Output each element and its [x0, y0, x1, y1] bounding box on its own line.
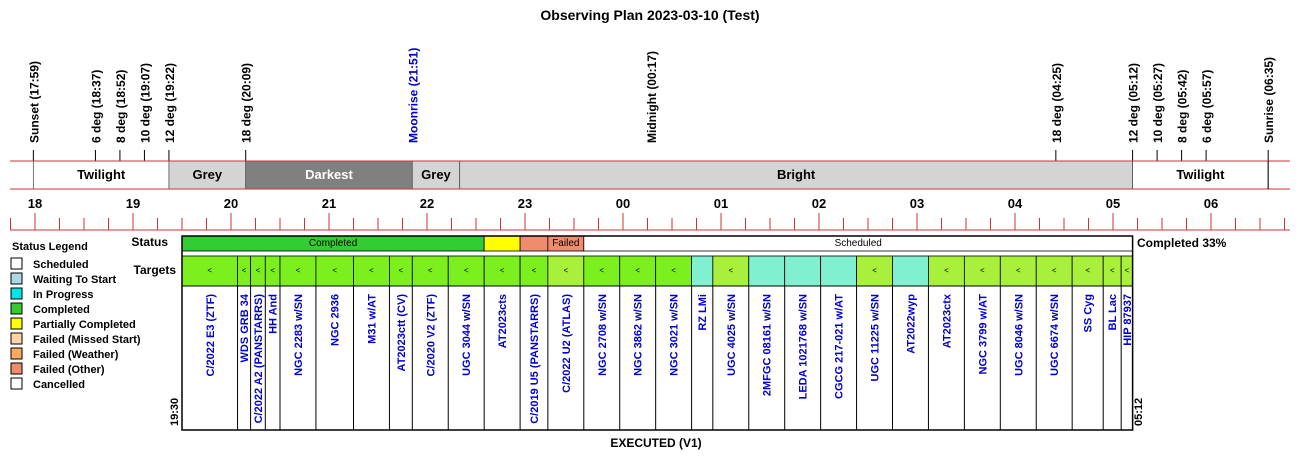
- target-marker: <: [872, 266, 877, 275]
- sky-band-label: Twilight: [1176, 167, 1225, 182]
- hour-label: 06: [1203, 196, 1219, 211]
- legend-label: In Progress: [33, 289, 94, 301]
- sky-band-label: Grey: [192, 167, 223, 182]
- hour-label: 02: [811, 196, 827, 211]
- legend-title: Status Legend: [12, 241, 88, 253]
- sky-band-label: Grey: [421, 167, 451, 182]
- target-marker: <: [599, 266, 605, 275]
- event-label: 6 deg (05:57): [1200, 69, 1215, 143]
- sky-band-label: Twilight: [77, 167, 126, 182]
- event-label: 18 deg (04:25): [1049, 62, 1064, 143]
- event-label: Sunset (17:59): [27, 60, 42, 143]
- legend-label: Failed (Other): [33, 364, 105, 376]
- target-block: [692, 256, 713, 286]
- hour-label: 01: [713, 196, 729, 211]
- event-label: 12 deg (19:22): [162, 62, 177, 143]
- sky-condition-bands: [10, 161, 1290, 189]
- hour-label: 05: [1105, 196, 1121, 211]
- target-marker: <: [1109, 266, 1115, 275]
- target-blocks: [182, 256, 1134, 430]
- target-block: [749, 256, 785, 286]
- target-name: C/2022 E3 (ZTF): [204, 294, 217, 377]
- hour-label: 19: [125, 196, 141, 211]
- status-row-label: Status: [131, 235, 168, 249]
- legend-label: Scheduled: [33, 259, 89, 271]
- legend-swatch: [11, 303, 22, 314]
- target-marker: <: [979, 266, 985, 275]
- target-marker: <: [207, 266, 213, 275]
- legend-label: Cancelled: [33, 379, 85, 391]
- legend-label: Partially Completed: [33, 319, 136, 331]
- hour-label: 18: [27, 196, 43, 211]
- target-name: C/2022 U2 (ATLAS): [560, 294, 573, 393]
- target-marker: <: [369, 266, 374, 275]
- event-label: 8 deg (05:42): [1175, 69, 1190, 143]
- target-name: UGC 4025 w/SN: [725, 294, 738, 376]
- target-name: UGC 8046 w/SN: [1013, 294, 1026, 376]
- legend-swatch: [11, 258, 22, 269]
- target-marker: <: [295, 266, 301, 275]
- target-name: RZ LMi: [697, 294, 710, 331]
- target-name: BL Lac: [1107, 294, 1120, 331]
- target-marker: <: [635, 266, 641, 275]
- target-block: [893, 256, 929, 286]
- target-marker: <: [427, 266, 433, 275]
- target-block: [785, 256, 821, 286]
- event-label: 8 deg (18:52): [113, 69, 128, 143]
- target-name: C/2022 A2 (PANSTARRS): [252, 294, 265, 424]
- legend-label: Failed (Missed Start): [33, 334, 141, 346]
- event-label: 18 deg (20:09): [239, 62, 254, 143]
- target-marker: <: [463, 266, 469, 275]
- target-marker: <: [332, 266, 338, 275]
- target-name: UGC 3044 w/SN: [461, 294, 474, 376]
- target-name: NGC 2708 w/SN: [596, 294, 609, 376]
- panel-start-time: 19:30: [169, 397, 181, 426]
- target-marker: <: [1051, 266, 1057, 275]
- targets-row-label: Targets: [133, 263, 176, 277]
- hour-label: 23: [517, 196, 533, 211]
- target-marker: <: [241, 266, 247, 275]
- legend-swatch: [11, 273, 22, 284]
- legend-label: Completed: [33, 304, 90, 316]
- target-marker: <: [563, 266, 569, 275]
- event-label: 10 deg (19:07): [138, 62, 153, 143]
- legend-label: Failed (Weather): [33, 349, 119, 361]
- hour-label: 00: [615, 196, 631, 211]
- target-name: AT2022wyp: [905, 294, 918, 354]
- status-legend: [11, 241, 141, 391]
- target-name: NGC 2283 w/SN: [292, 294, 305, 376]
- target-name: M31 w/AT: [366, 294, 379, 344]
- target-marker: <: [531, 266, 537, 275]
- target-name: AT2023ctx: [941, 294, 954, 349]
- status-segment-label: Failed: [552, 238, 580, 249]
- event-label: Midnight (00:17): [644, 51, 659, 143]
- hour-label: 03: [909, 196, 925, 211]
- legend-swatch: [11, 378, 22, 389]
- target-marker: <: [944, 266, 949, 275]
- event-markers: [27, 48, 1276, 161]
- event-label: 10 deg (05:27): [1151, 62, 1166, 143]
- legend-swatch: [11, 318, 22, 329]
- panel-end-time: 05:12: [1133, 397, 1145, 426]
- target-marker: <: [270, 266, 275, 275]
- target-marker: <: [728, 266, 734, 275]
- target-name: C/2019 U5 (PANSTARRS): [528, 294, 541, 424]
- target-name: WDS GRB 34: [239, 294, 252, 363]
- target-name: NGC 2936: [329, 294, 342, 346]
- target-name: AT2023cts: [497, 294, 510, 349]
- status-segment: [520, 236, 548, 251]
- target-name: HH And: [267, 294, 280, 334]
- target-name: UGC 6674 w/SN: [1049, 294, 1062, 376]
- target-marker: <: [499, 266, 505, 275]
- target-name: LEDA 1021768 w/SN: [797, 294, 810, 400]
- target-name: AT2023ctt (CV): [395, 294, 408, 372]
- target-marker: <: [398, 266, 404, 275]
- sky-band-label: Bright: [776, 167, 816, 182]
- hour-label: 22: [419, 196, 435, 211]
- legend-swatch: [11, 348, 22, 359]
- target-name: C/2020 V2 (ZTF): [425, 294, 438, 377]
- target-name: NGC 3862 w/SN: [632, 294, 645, 376]
- legend-swatch: [11, 288, 22, 299]
- legend-swatch: [11, 363, 22, 374]
- target-name: SS Cyg: [1082, 294, 1095, 333]
- target-name: 2MFGC 08161 w/SN: [761, 294, 774, 397]
- target-marker: <: [1015, 266, 1021, 275]
- hour-label: 20: [223, 196, 239, 211]
- target-marker: <: [255, 266, 261, 275]
- target-name: UGC 11225 w/SN: [869, 294, 882, 382]
- status-segment-label: Scheduled: [834, 238, 882, 249]
- time-axis: [10, 196, 1290, 230]
- status-bar: [182, 236, 1133, 251]
- target-name: NGC 3799 w/AT: [977, 294, 990, 375]
- hour-label: 21: [321, 196, 337, 211]
- target-marker: <: [1124, 266, 1130, 275]
- status-segment-label: Completed: [308, 238, 358, 249]
- status-segment: [484, 236, 520, 251]
- completed-percentage: Completed 33%: [1137, 236, 1227, 250]
- target-name: HIP 87937: [1121, 294, 1134, 346]
- chart-title: Observing Plan 2023-03-10 (Test): [540, 7, 760, 23]
- target-name: NGC 3021 w/SN: [668, 294, 681, 376]
- event-label: 12 deg (05:12): [1126, 62, 1141, 143]
- target-name: CGCG 217-021 w/AT: [833, 294, 846, 399]
- event-label: 6 deg (18:37): [89, 69, 104, 143]
- legend-label: Waiting To Start: [33, 274, 117, 286]
- executed-footer: EXECUTED (V1): [610, 436, 702, 450]
- event-label: Moonrise (21:51): [406, 47, 421, 143]
- target-marker: <: [1085, 266, 1091, 275]
- hour-label: 04: [1007, 196, 1023, 211]
- target-block: [821, 256, 857, 286]
- target-marker: <: [671, 266, 676, 275]
- legend-swatch: [11, 333, 22, 344]
- event-label: Sunrise (06:35): [1262, 56, 1277, 143]
- sky-band-label: Darkest: [305, 167, 353, 182]
